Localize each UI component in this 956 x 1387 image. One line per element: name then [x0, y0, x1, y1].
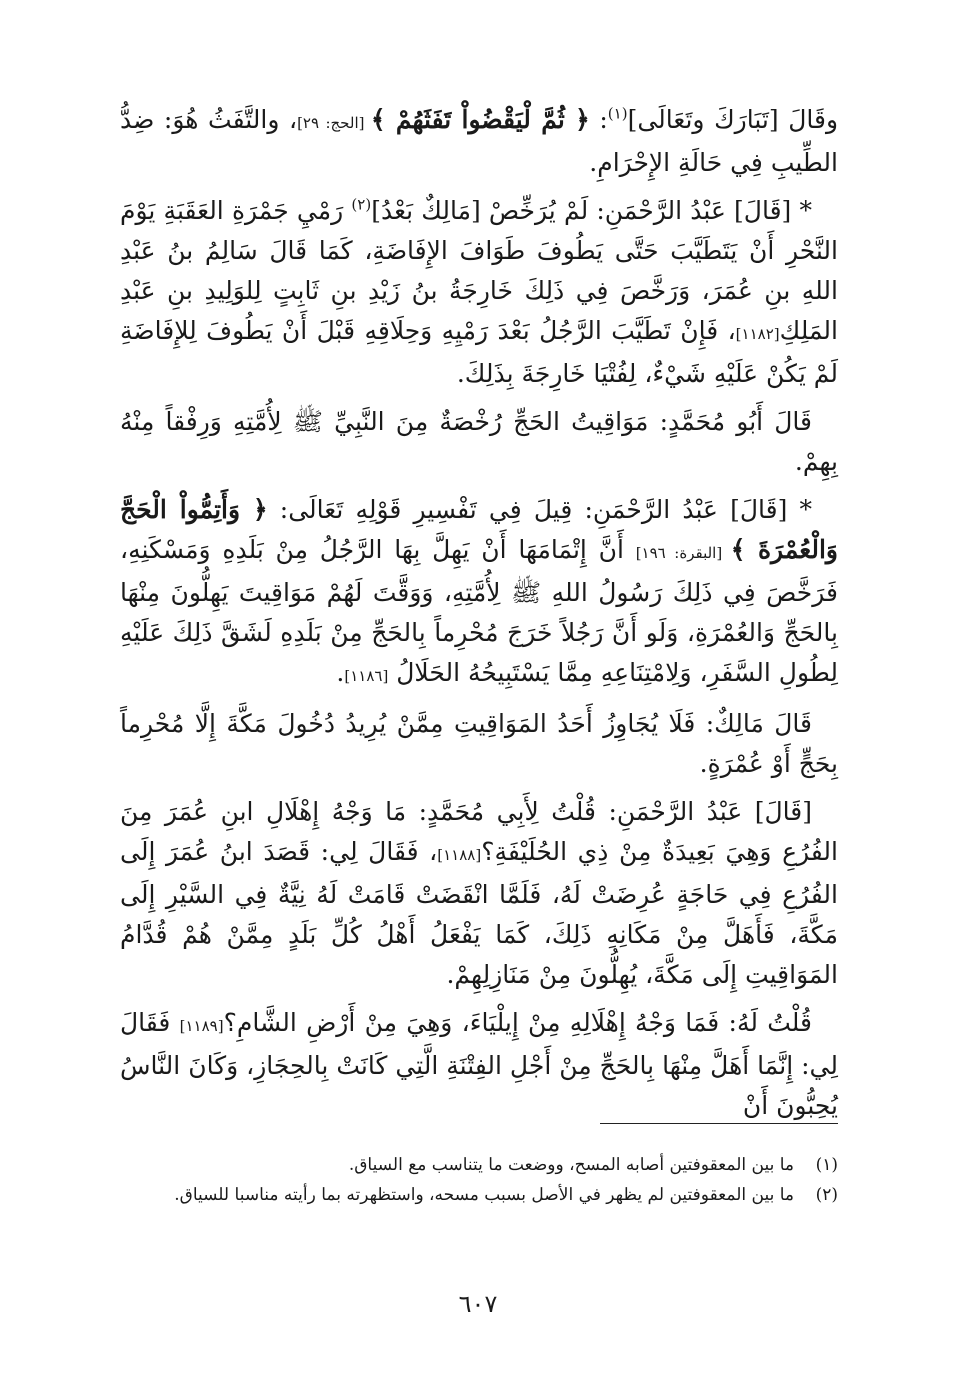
footnote-divider [600, 1123, 838, 1124]
text: قَالَ أَبُو مُحَمَّدٍ: مَوَاقِيتُ الحَجِّ رُخْصَةٌ مِنَ النَّبِيِّ ﷺ لِأُمَّتِهِ وَرِفْقاً مِنْهُ بِهِمْ. [120, 407, 838, 476]
text: [قَالَ] عَبْدُ الرَّحْمَنِ: قُلْتُ لِأَبِي مُحَمَّدٍ: مَا وَجْهُ إِهْلَالِ ابنِ عُمَرَ مِنَ الفُرُعِ وَهِيَ بَعِيدَةٌ مِنْ ذِي الحُلَيْفَةِ؟ [120, 797, 838, 866]
footnote-number: (٢) [815, 1185, 838, 1205]
text: رَمْيِ جَمْرَةِ العَقَبَةِ يَوْمَ النَّحْرِ أَنْ يَتَطَيَّبَ حَتَّى يَطُوفَ طَوَافَ الإِفَاضَةِ، كَمَا قَالَ سَالِمُ بنُ عَبْدِ اللهِ بنِ عُمَرَ، وَرَخَّصَ فِي ذَلِكَ خَارِجَةُ بنُ زَيْدِ بنِ ثَابِتٍ لِلوَلِيدِ بنِ عَبْدِ المَلِكِ [120, 196, 838, 345]
quran-verse: ﴿ ثُمَّ لْيَقْضُواْ تَفَثَهُمْ ﴾ [370, 105, 590, 134]
text: قُلْتُ لَهُ: فَمَا وَجْهُ إِهْلَالِهِ مِنْ إِيلْيَاءَ، وَهِيَ مِنْ أَرْضِ الشَّامِ؟ [223, 1008, 812, 1037]
footnote-1 [120, 1152, 838, 1178]
text: ، والتَّفَثُ هُوَ: ضِدُّ الطِّيبِ فِي حَالَةِ الإِحْرَامِ. [120, 105, 838, 177]
manuscript-reference: [١١٨٢] [735, 325, 780, 343]
text: فَقَالَ لِي: إِنَّمَا أَهَلَّ مِنْهَا بِالحَجِّ مِنْ أَجْلِ الفِتْنَةِ الَّتِي كَانَتْ بِالحِجَازِ، وَكَانَ النَّاسُ يُحِبُّونَ أَنْ [120, 1008, 838, 1120]
footnote-marker[interactable]: (٢) [351, 195, 372, 214]
main-text [120, 100, 838, 1132]
text: ، فَقَالَ لِي: قَصَدَ ابنُ عُمَرَ إِلَى الفُرُعِ فِي حَاجَةٍ عُرِضَتْ لَهُ، فَلَمَّا انْقَضَتْ قَامَتْ لَهُ نِيَّةٌ فِي السَّيْرِ إِلَى مَكَّةَ، فَأَهَلَّ مِنْ مَكَانِهِ ذَلِكَ، كَمَا يَفْعَلُ أَهْلُ كُلِّ بَلَدٍ مِمَّنْ هُمْ قُدَّامُ المَوَاقِيتِ إِلَى مَكَّةَ، يُهِلُّونَ مِنْ مَنَازِلِهِمْ. [120, 837, 838, 989]
text: وقَالَ [تَبَارَكَ وتَعَالَى] [627, 105, 839, 134]
footnote-text: ما بين المعقوفتين لم يظهر في الأصل بسبب مسحه، واستظهرته بما رأيته مناسبا للسياق. [174, 1185, 794, 1205]
manuscript-reference: [١١٨٦] [344, 667, 389, 685]
text: * [قَالَ] عَبْدُ الرَّحْمَنِ: قِيلَ فِي تَفْسِيرِ قَوْلِهِ تَعَالَى: [267, 495, 813, 524]
text: أَنَّ إِتْمَامَهَا أَنْ يَهِلَّ بِهَا الرَّجُلُ مِنْ بَلَدِهِ وَمَسْكَنِهِ، فَرَخَّصَ فِي ذَلِكَ رَسُولُ اللهِ ﷺ لِأُمَّتِهِ، وَوَقَّتَ لَهُمْ مَوَاقِيتَ يَهِلُّونَ مِنْهَا بِالحَجِّ وَالعُمْرَةِ، وَلَو أَنَّ رَجُلاً خَرَجَ مُحْرِماً بِالحَجِّ مِنْ بَلَدِهِ لَشَقَّ ذَلِكَ عَلَيْهِ لِطُولِ السَّفَرِ، وَلِامْتِنَاعِهِ مِمَّا يَسْتَبِيحُهُ الحَلَالُ [120, 535, 838, 687]
text: . [336, 658, 345, 687]
text: قَالَ مَالِكٌ: فَلَا يُجَاوِزُ أَحَدُ المَوَاقِيتِ مِمَّنْ يُرِيدُ دُخُولَ مَكَّةَ إِلَّا مُحْرِماً بِحَجٍّ أَوْ عُمْرَةٍ. [120, 709, 838, 778]
paragraph-6 [120, 792, 838, 995]
verse-reference: [الحج: ٢٩] [297, 114, 371, 132]
paragraph-5 [120, 704, 838, 784]
paragraph-7 [120, 1003, 838, 1126]
text: : [589, 105, 608, 134]
text: ، فَإِنْ تَطَيَّبَ الرَّجُلُ بَعْدَ رَمْيِهِ وَحِلَاقِهِ قَبْلَ أَنْ يَطُوفَ لِلإِفَاضَةِ لَمْ يَكُنْ عَلَيْهِ شَيْءٌ، لِفُتْيَا خَارِجَةَ بِذَلِكَ. [120, 316, 838, 388]
manuscript-reference: [١١٨٨] [437, 846, 482, 864]
verse-reference: [البقرة: ١٩٦] [635, 544, 731, 562]
paragraph-4 [120, 490, 838, 696]
paragraph-2 [120, 191, 838, 394]
footnote-marker[interactable]: (١) [607, 104, 628, 123]
text: * [قَالَ] عَبْدُ الرَّحْمَنِ: لَمْ يُرَخِّصْ [مَالِكٌ بَعْدُ] [371, 196, 812, 225]
manuscript-reference: [١١٨٩] [179, 1017, 224, 1035]
footnote-number: (١) [815, 1155, 838, 1175]
footnotes [120, 1152, 838, 1212]
footnote-2 [120, 1182, 838, 1208]
quran-verse: ﴿ وَأَتِمُّواْ الْحَجَّ وَالْعُمْرَةَ ﴾ [120, 495, 838, 564]
paragraph-1 [120, 100, 838, 183]
paragraph-3 [120, 402, 838, 482]
footnote-text: ما بين المعقوفتين أصابه المسح، ووضعت ما يتناسب مع السياق. [348, 1155, 794, 1175]
page-number: ٦٠٧ [458, 1290, 498, 1318]
